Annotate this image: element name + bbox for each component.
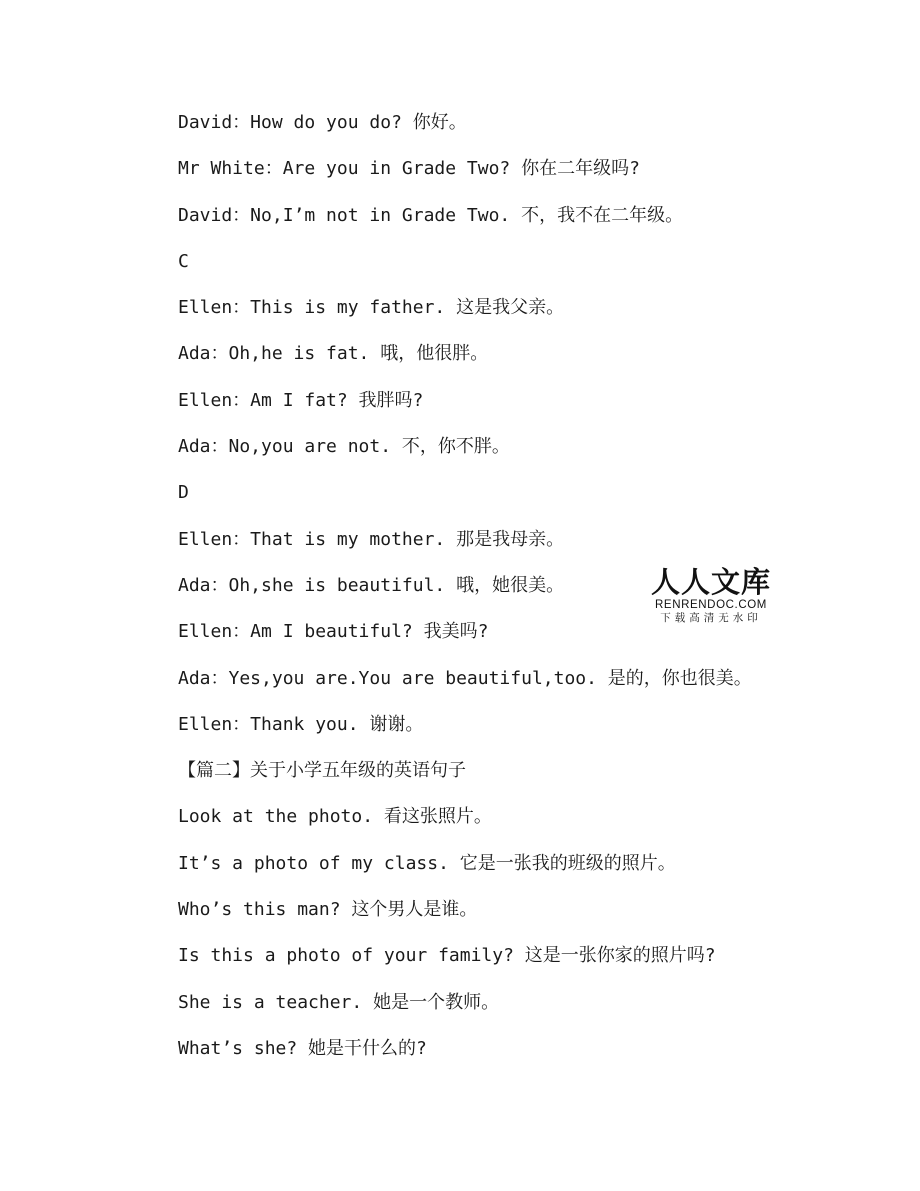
text-line: David：How do you do? 你好。	[178, 112, 467, 133]
text-line: Is this a photo of your family? 这是一张你家的照片吗?	[178, 945, 716, 967]
watermark-url: RENRENDOC.COM	[655, 599, 767, 611]
text-line: Ada：Yes,you are.You are beautiful,too. 是的，你也很美。	[178, 667, 752, 689]
text-line: It’s a photo of my class. 它是一张我的班级的照片。	[178, 852, 676, 874]
section-label: C	[178, 250, 189, 272]
text-line: Ellen：That is my mother. 那是我母亲。	[178, 528, 565, 550]
text-line: Mr White：Are you in Grade Two? 你在二年级吗?	[178, 158, 640, 180]
watermark-logo	[646, 566, 776, 625]
text-line: Ada：No,you are not. 不，你不胖。	[178, 436, 510, 458]
section-heading: 【篇二】关于小学五年级的英语句子	[178, 760, 466, 782]
text-line: Look at the photo. 看这张照片。	[178, 806, 492, 828]
section-label: D	[178, 482, 189, 504]
watermark-tagline: 下载高清无水印	[660, 612, 762, 624]
text-line: Ellen：Thank you. 谢谢。	[178, 713, 424, 735]
text-line: Ellen：Am I fat? 我胖吗?	[178, 389, 424, 411]
text-line: Ada：Oh,she is beautiful. 哦，她很美。	[178, 574, 565, 596]
text-line: Ellen：Am I beautiful? 我美吗?	[178, 621, 489, 643]
text-line: What’s she? 她是干什么的?	[178, 1037, 427, 1059]
text-line: Ellen：This is my father. 这是我父亲。	[178, 297, 565, 319]
text-line: She is a teacher. 她是一个教师。	[178, 991, 500, 1013]
text-line: David：No,I’m not in Grade Two. 不，我不在二年级。	[178, 204, 684, 226]
watermark-title: 人人文库	[650, 565, 771, 599]
text-line: Ada：Oh,he is fat. 哦，他很胖。	[178, 343, 489, 365]
text-line: Who’s this man? 这个男人是谁。	[178, 899, 478, 921]
